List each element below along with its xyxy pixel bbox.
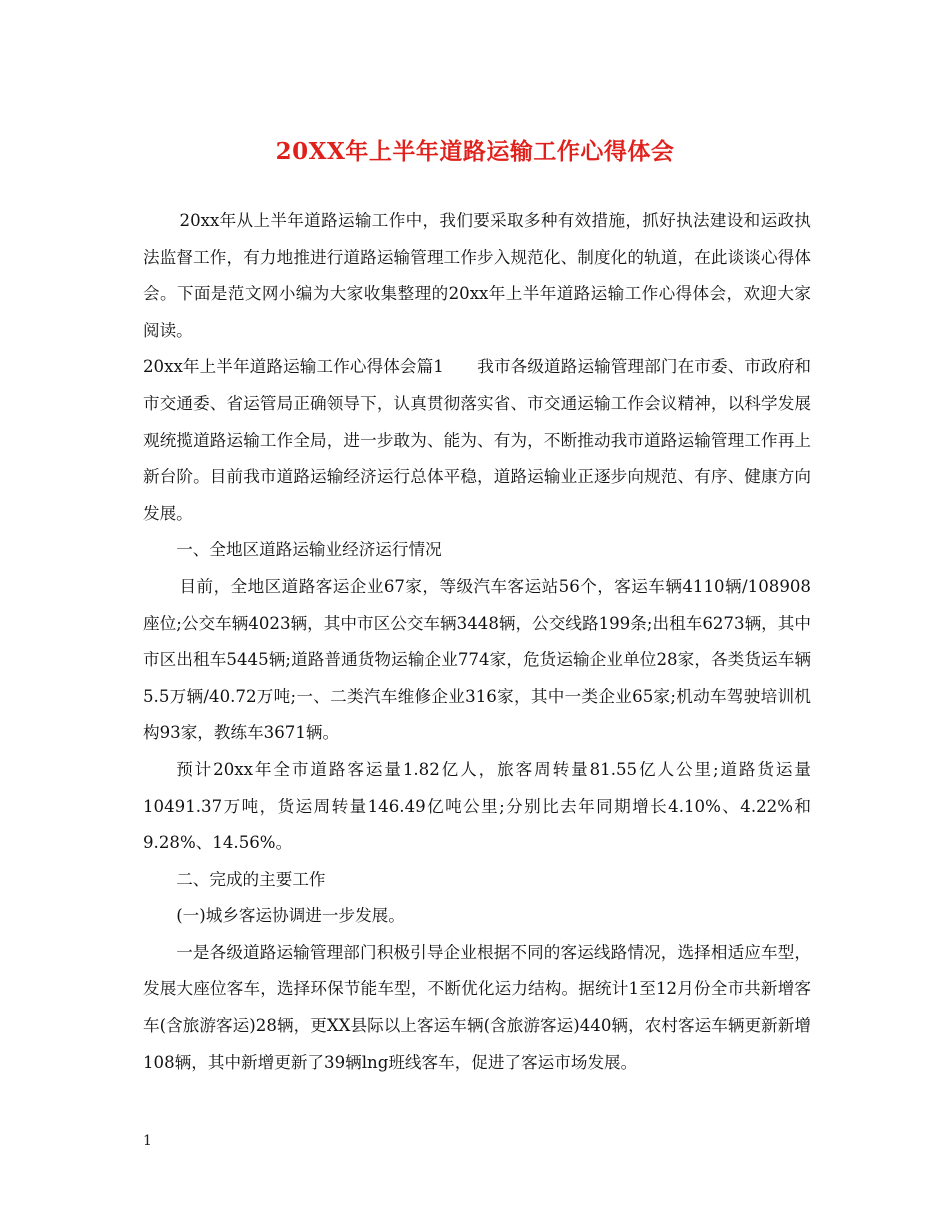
work-paragraph-1: 一是各级道路运输管理部门积极引导企业根据不同的客运线路情况，选择相适应车型，发展大座位客车，选择环保节能车型，不断优化运力结构。据统计1至12月份全市共新增客车(含旅游客运)28辆，更XX县际以上客运车辆(含旅游客运)440辆，农村客运车辆更新新增108辆，其中新增更新了39辆lng班线客车，促进了客运市场发展。: [143, 942, 811, 1072]
document-title: 20XX年上半年道路运输工作心得体会: [275, 138, 675, 165]
intro-paragraph: 20xx年从上半年道路运输工作中，我们要采取多种有效措施，抓好执法建设和运政执法监督工作，有力地推进行道路运输管理工作步入规范化、制度化的轨道，在此谈谈心得体会。下面是范文网小编为大家收集整理的20xx年上半年道路运输工作心得体会，欢迎大家阅读。: [143, 211, 811, 340]
subheading-urban-rural: (一)城乡客运协调进一步发展。: [176, 906, 405, 926]
heading-economic-overview: 一、全地区道路运输业经济运行情况: [176, 540, 442, 560]
document-body: [143, 203, 811, 1081]
section-paragraph-1: 20xx年上半年道路运输工作心得体会篇1 我市各级道路运输管理部门在市委、市政府和市交通委、省运管局正确领导下，认真贯彻落实省、市交通运输工作会议精神，以科学发展观统揽道路运输工作全局，进一步敢为、能为、有为，不断推动我市道路运输管理工作再上新台阶。目前我市道路运输经济运行总体平稳，道路运输业正逐步向规范、有序、健康方向发展。: [143, 357, 811, 523]
forecast-paragraph: 预计20xx年全市道路客运量1.82亿人，旅客周转量81.55亿人公里;道路货运量10491.37万吨，货运周转量146.49亿吨公里;分别比去年同期增长4.10%、4.22%和9.28%、14.56%。: [143, 759, 811, 853]
page-number: 1: [143, 1133, 152, 1149]
heading-main-work: 二、完成的主要工作: [176, 869, 326, 889]
stats-paragraph: 目前，全地区道路客运企业67家，等级汽车客运站56个，客运车辆4110辆/108908座位;公交车辆4023辆，其中市区公交车辆3448辆，公交线路199条;出租车6273辆，其中市区出租车5445辆;道路普通货物运输企业774家，危货运输企业单位28家，各类货运车辆5.5万辆/40.72万吨;一、二类汽车维修企业316家，其中一类企业65家;机动车驾驶培训机构93家，教练车3671辆。: [143, 576, 811, 743]
